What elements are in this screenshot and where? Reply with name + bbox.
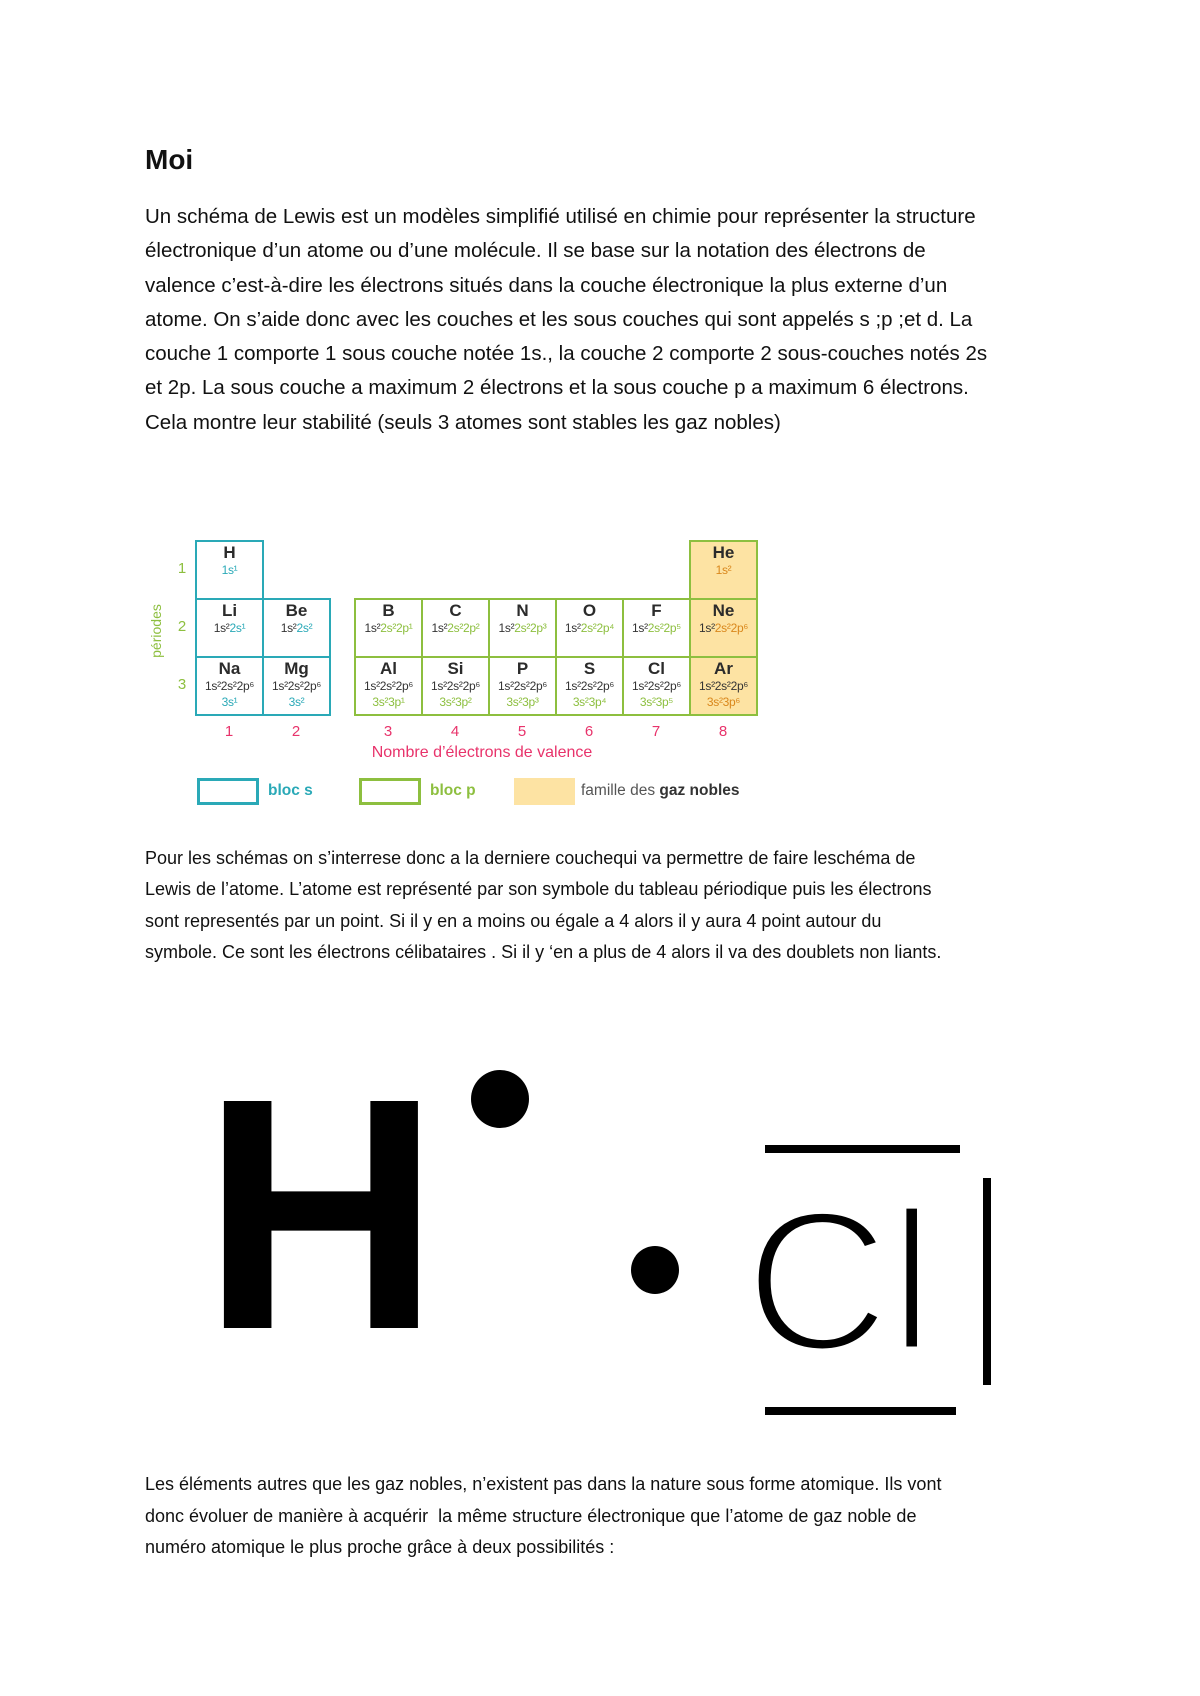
text-line: atome. On s’aide donc avec les couches et les sous couches qui sont appelés s ;p ;et d. La — [145, 307, 973, 331]
core-electrons: 1s² — [699, 621, 715, 635]
element-cell-li — [195, 598, 264, 658]
electron-configuration — [621, 620, 692, 636]
chlorine-electron-dot — [631, 1246, 679, 1294]
core-electrons: 1s²2s²2p⁶ — [565, 679, 614, 693]
element-cell-h — [195, 540, 264, 600]
element-symbol: Li — [221, 601, 238, 620]
group-number: 2 — [291, 723, 301, 740]
group-number: 4 — [450, 723, 460, 740]
element-symbol: N — [516, 601, 529, 620]
electron-configuration — [420, 678, 491, 694]
element-symbol: Ne — [712, 601, 735, 620]
group-axis-label: Nombre d’électrons de valence — [371, 744, 593, 761]
electron-configuration — [554, 694, 625, 710]
electron-configuration — [688, 562, 759, 578]
valence-electrons: 3s² — [288, 695, 305, 709]
electron-configuration — [487, 620, 558, 636]
core-electrons: 1s²2s²2p⁶ — [205, 679, 254, 693]
element-cell-s — [555, 656, 624, 716]
text-line: Lewis de l’atome. L’atome est représenté par son symbole du tableau périodique puis les électrons — [145, 879, 932, 900]
element-symbol: Ar — [714, 659, 733, 678]
electron-configuration — [554, 678, 625, 694]
element-cell-n — [488, 598, 557, 658]
group-number: 3 — [383, 723, 393, 740]
valence-electrons: 2s²2p¹ — [380, 621, 413, 635]
valence-electrons: 1s¹ — [221, 563, 238, 577]
group-number: 5 — [517, 723, 527, 740]
element-symbol: B — [382, 601, 395, 620]
core-electrons: 1s² — [632, 621, 648, 635]
text-line: et 2p. La sous couche a maximum 2 électrons et la sous couche p a maximum 6 électrons. — [145, 376, 969, 400]
period-number: 1 — [177, 560, 187, 577]
text-line: électronique d’un atome ou d’une molécule. Il se base sur la notation des électrons de — [145, 239, 926, 263]
valence-electrons: 2s²2p² — [447, 621, 480, 635]
element-cell-mg — [262, 656, 331, 716]
text-line: numéro atomique le plus proche grâce à deux possibilités : — [145, 1537, 615, 1558]
text-line: Un schéma de Lewis est un modèles simplifié utilisé en chimie pour représenter la structure — [145, 205, 976, 228]
text-line: sont representés par un point. Si il y en a moins ou égale a 4 alors il y aura 4 point autour du — [145, 910, 882, 931]
text-line: symbole. Ce sont les électrons célibataires . Si il y ‘en a plus de 4 alors il va des doublets non liants. — [145, 941, 942, 962]
electron-configuration — [353, 620, 424, 636]
electron-configuration — [621, 694, 692, 710]
group-number: 7 — [651, 723, 661, 740]
valence-electrons: 2s²2p³ — [514, 621, 547, 635]
element-cell-cl — [622, 656, 691, 716]
element-symbol: Cl — [648, 659, 665, 678]
electron-configuration — [420, 694, 491, 710]
element-symbol: H — [223, 543, 236, 562]
legend-swatch-p-block — [359, 778, 421, 805]
element-symbol: F — [651, 601, 662, 620]
hydrogen-symbol: H — [201, 1060, 441, 1398]
element-symbol: Be — [285, 601, 308, 620]
group-number: 6 — [584, 723, 594, 740]
element-symbol: Mg — [284, 659, 309, 678]
element-cell-o — [555, 598, 624, 658]
valence-electrons: 2s² — [296, 621, 313, 635]
group-number: 8 — [718, 723, 728, 740]
core-electrons: 1s² — [213, 621, 230, 635]
electron-configuration — [487, 694, 558, 710]
valence-electrons: 3s²3p⁶ — [706, 695, 741, 709]
electron-configuration — [194, 694, 265, 710]
period-axis-label: périodes — [148, 604, 164, 658]
core-electrons: 1s² — [564, 621, 581, 635]
element-cell-p — [488, 656, 557, 716]
element-symbol: He — [712, 543, 735, 562]
valence-electrons: 3s²3p¹ — [372, 695, 405, 709]
electron-configuration — [261, 620, 332, 636]
valence-electrons: 3s²3p² — [439, 695, 472, 709]
electron-configuration — [261, 694, 332, 710]
periodic-table-figure — [147, 535, 767, 820]
valence-electrons: 1s² — [715, 563, 732, 577]
hydrogen-electron-dot — [471, 1070, 529, 1128]
text-line: Cela montre leur stabilité (seuls 3 atomes sont stables les gaz nobles) — [145, 410, 781, 434]
electron-configuration — [621, 678, 692, 694]
core-electrons: 1s²2s²2p⁶ — [632, 679, 681, 693]
chlorine-symbol: Cl — [745, 1170, 934, 1393]
electron-configuration — [194, 678, 265, 694]
electron-configuration — [688, 678, 759, 694]
element-cell-ar — [689, 656, 758, 716]
element-symbol: Si — [447, 659, 464, 678]
legend-label-bold: gaz nobles — [659, 782, 740, 799]
legend-label-prefix: famille des — [581, 782, 660, 799]
text-line: Pour les schémas on s’interrese donc a la derniere couchequi va permettre de faire leschéma de — [145, 848, 916, 868]
core-electrons: 1s² — [498, 621, 515, 635]
core-electrons: 1s² — [364, 621, 381, 635]
element-cell-f — [622, 598, 691, 658]
period-number: 3 — [177, 676, 187, 693]
element-symbol: O — [582, 601, 597, 620]
valence-electrons: 3s²3p⁵ — [639, 695, 674, 709]
electron-configuration — [353, 694, 424, 710]
element-cell-be — [262, 598, 331, 658]
element-symbol: Al — [380, 659, 397, 678]
intro-paragraph — [145, 200, 987, 440]
electron-configuration — [353, 678, 424, 694]
page-title: Moi — [145, 144, 194, 175]
lewis-diagram-hcl — [0, 1060, 1200, 1440]
element-cell-si — [421, 656, 490, 716]
electron-configuration — [688, 694, 759, 710]
valence-electrons: 2s²2p⁶ — [714, 621, 748, 635]
valence-electrons: 3s²3p⁴ — [572, 695, 607, 709]
electron-configuration — [487, 678, 558, 694]
core-electrons: 1s²2s²2p⁶ — [431, 679, 480, 693]
element-symbol: Na — [218, 659, 241, 678]
text-line: couche 1 comporte 1 sous couche notée 1s., la couche 2 comporte 2 sous-couches notés 2s — [145, 342, 988, 366]
legend-label-p-block: bloc p — [430, 782, 476, 799]
core-electrons: 1s² — [280, 621, 297, 635]
element-symbol: P — [516, 659, 529, 678]
text-line: donc évoluer de manière à acquérir la même structure électronique que l’atome de gaz noble de — [145, 1505, 917, 1526]
valence-electrons: 2s¹ — [229, 621, 246, 635]
legend-swatch-noble-gases — [514, 778, 575, 805]
electron-configuration — [194, 620, 265, 636]
element-cell-c — [421, 598, 490, 658]
electron-configuration — [420, 620, 491, 636]
core-electrons: 1s²2s²2p⁶ — [699, 679, 748, 693]
electron-configuration — [554, 620, 625, 636]
element-symbol: C — [449, 601, 462, 620]
valence-electrons: 2s²2p⁴ — [580, 621, 615, 635]
core-electrons: 1s²2s²2p⁶ — [364, 679, 413, 693]
text-line: valence c’est-à-dire les électrons situés dans la couche électronique la plus externe d’un — [145, 273, 948, 297]
noble-gas-paragraph — [145, 1469, 941, 1564]
valence-electrons: 3s²3p³ — [506, 695, 539, 709]
valence-electrons: 2s²2p⁵ — [647, 621, 681, 635]
electron-configuration — [261, 678, 332, 694]
core-electrons: 1s²2s²2p⁶ — [498, 679, 547, 693]
valence-electrons: 3s¹ — [221, 695, 238, 709]
group-number: 1 — [224, 723, 234, 740]
legend-label-noble-gases — [581, 781, 740, 801]
element-cell-al — [354, 656, 423, 716]
lewis-explanation-paragraph — [145, 843, 941, 968]
legend-swatch-s-block — [197, 778, 259, 805]
element-cell-na — [195, 656, 264, 716]
element-cell-ne — [689, 598, 758, 658]
core-electrons: 1s² — [431, 621, 448, 635]
electron-configuration — [688, 620, 759, 636]
period-number: 2 — [177, 618, 187, 635]
element-grid — [147, 535, 767, 725]
element-symbol: S — [583, 659, 596, 678]
core-electrons: 1s²2s²2p⁶ — [272, 679, 321, 693]
element-cell-he — [689, 540, 758, 600]
legend-label-s-block: bloc s — [268, 782, 313, 799]
electron-configuration — [194, 562, 265, 578]
text-line: Les éléments autres que les gaz nobles, n’existent pas dans la nature sous forme atomique. Ils vont — [145, 1474, 942, 1494]
element-cell-b — [354, 598, 423, 658]
